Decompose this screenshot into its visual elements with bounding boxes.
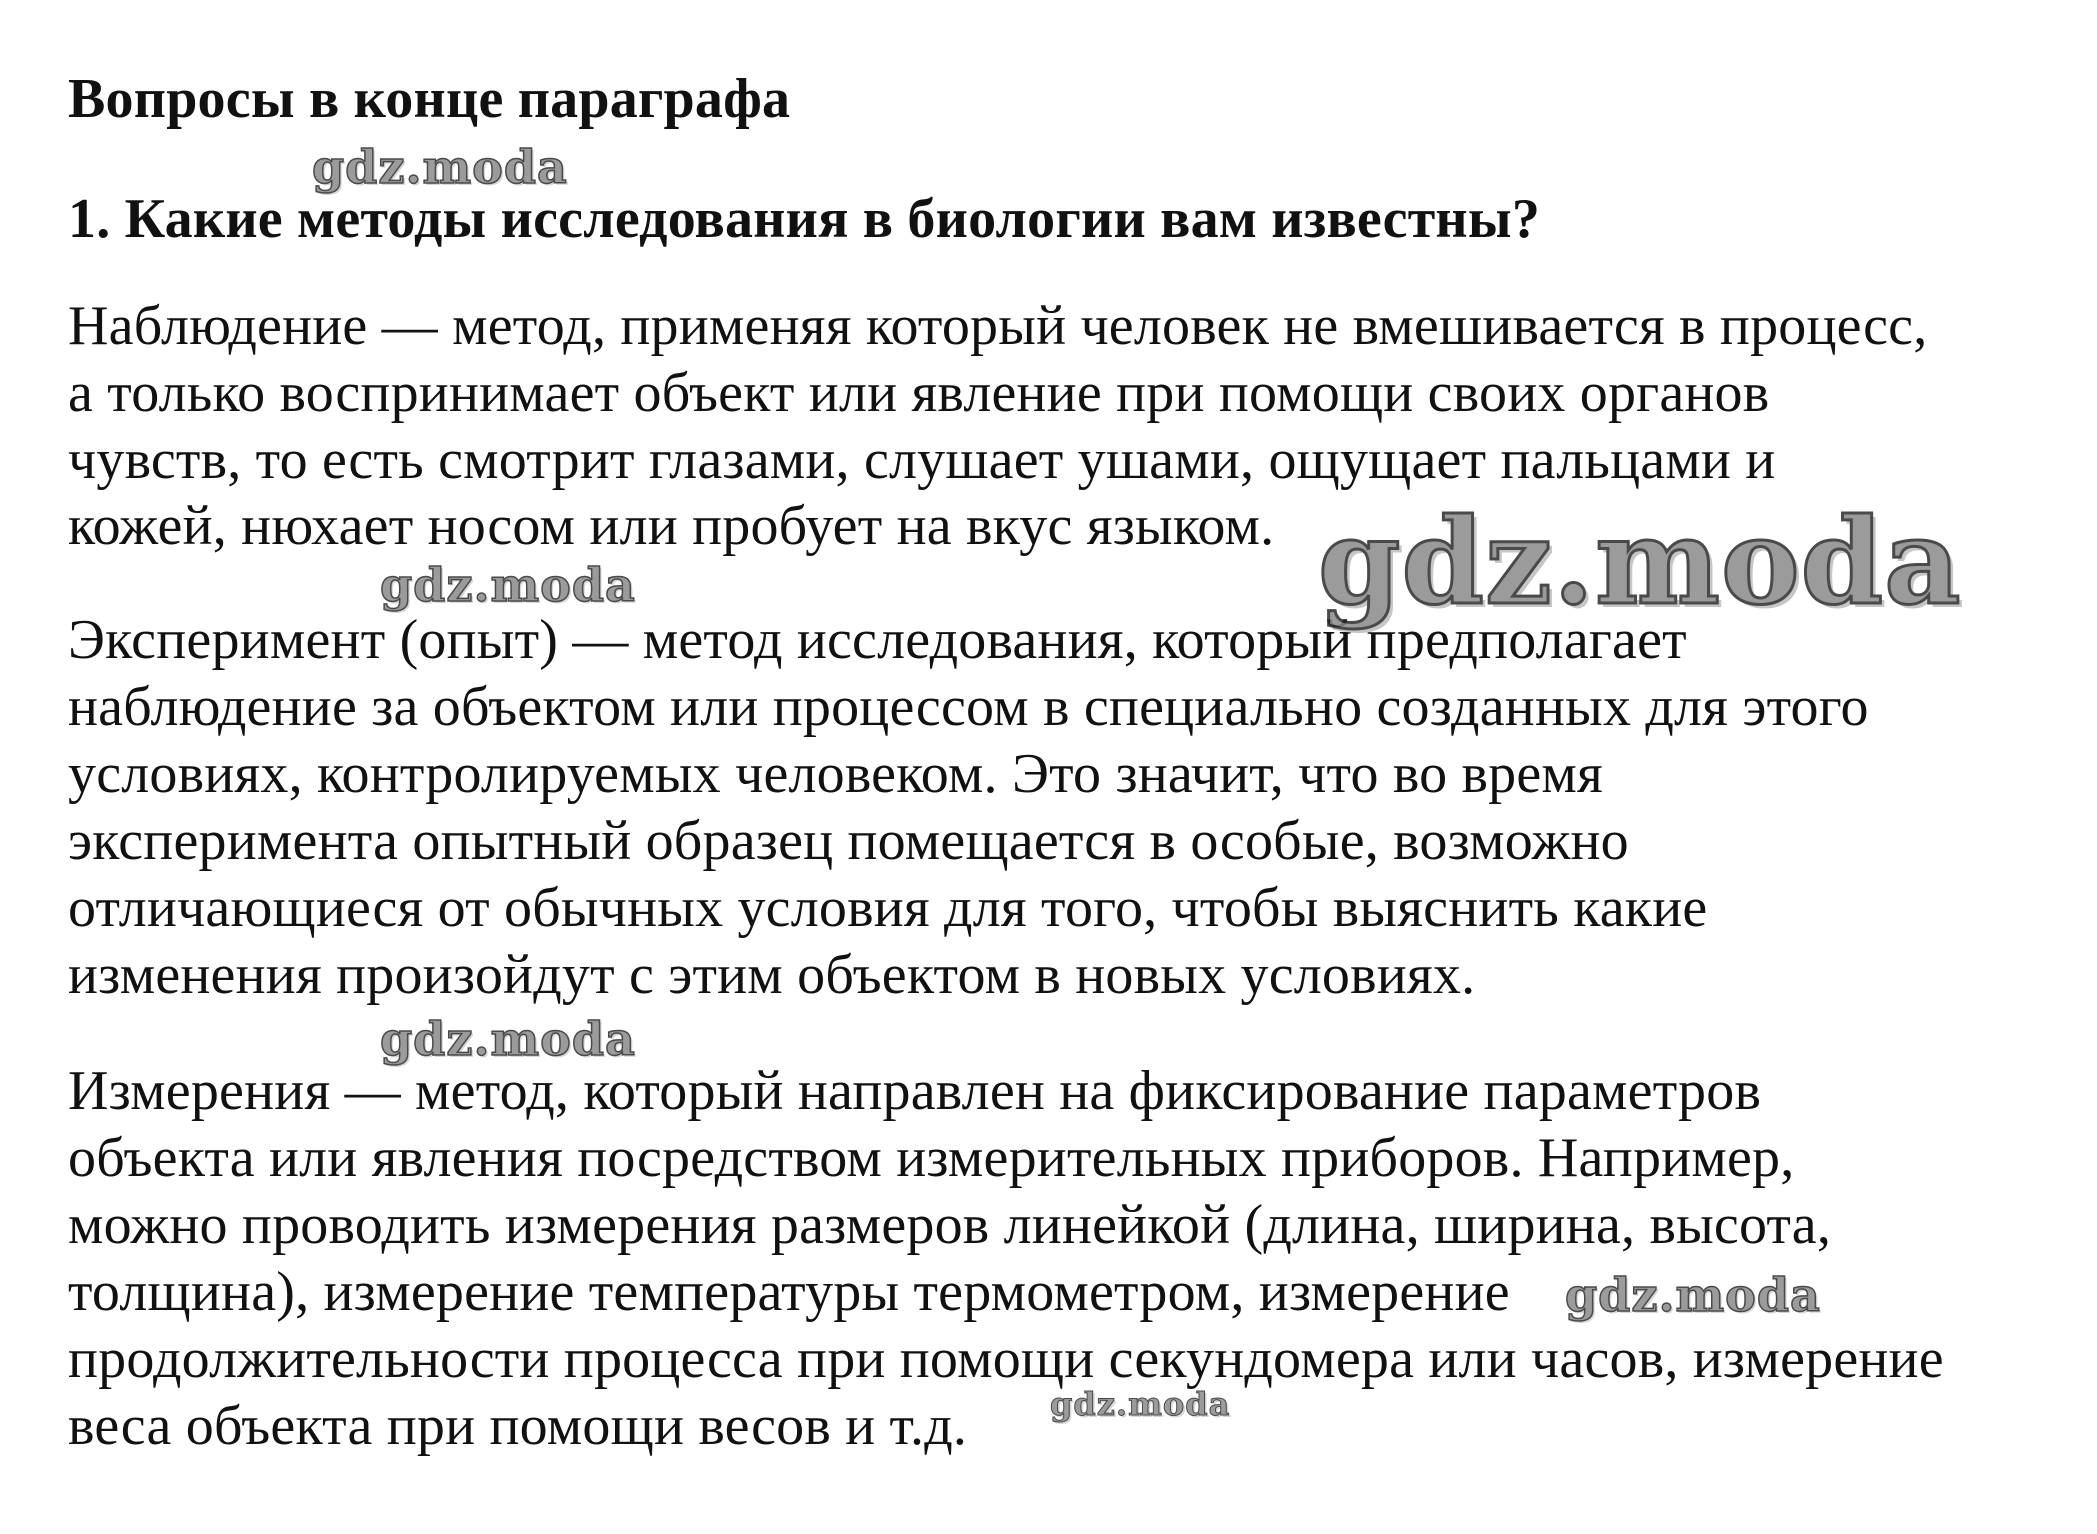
paragraph-line: чувств, то есть смотрит глазами, слушает ушами, ощущает пальцами и — [68, 429, 1776, 491]
watermark-logo: gdz.moda — [1050, 1385, 1231, 1423]
paragraph-line: изменения произойдут с этим объектом в новых условиях. — [68, 944, 1476, 1006]
paragraph-line: Наблюдение — метод, применяя который человек не вмешивается в процесс, — [68, 295, 1928, 357]
paragraph-line: продолжительности процесса при помощи секундомера или часов, измерение — [68, 1328, 1944, 1390]
paragraph-line: кожей, нюхает носом или пробует на вкус языком. — [68, 495, 1275, 557]
question-heading: 1. Какие методы исследования в биологии вам известны? — [68, 188, 1541, 250]
paragraph-line: объекта или явления посредством измерительных приборов. Например, — [68, 1127, 1795, 1189]
section-title: Вопросы в конце параграфа — [68, 68, 791, 130]
watermark-logo: gdz.moda — [312, 140, 568, 194]
paragraph-line: эксперимента опытный образец помещается в особые, возможно — [68, 810, 1629, 872]
paragraph-line: Эксперимент (опыт) — метод исследования, который предполагает — [68, 609, 1687, 671]
watermark-logo: gdz.moda — [380, 558, 636, 612]
paragraph-line: Измерения — метод, который направлен на фиксирование параметров — [68, 1060, 1762, 1122]
watermark-logo: gdz.moda — [1565, 1268, 1821, 1322]
paragraph-line: веса объекта при помощи весов и т.д. — [68, 1395, 968, 1457]
paragraph-line: толщина), измерение температуры термометром, измерение — [68, 1261, 1510, 1323]
paragraph-line: наблюдение за объектом или процессом в специально созданных для этого — [68, 676, 1869, 738]
watermark-logo: gdz.moda — [380, 1012, 636, 1066]
paragraph-line: можно проводить измерения размеров линейкой (длина, ширина, высота, — [68, 1194, 1832, 1256]
paragraph-line: а только воспринимает объект или явление при помощи своих органов — [68, 362, 1770, 424]
paragraph-line: условиях, контролируемых человеком. Это значит, что во время — [68, 743, 1603, 805]
paragraph-line: отличающиеся от обычных условия для того, чтобы выяснить какие — [68, 877, 1708, 939]
watermark-logo: gdz.moda — [1318, 492, 1962, 631]
